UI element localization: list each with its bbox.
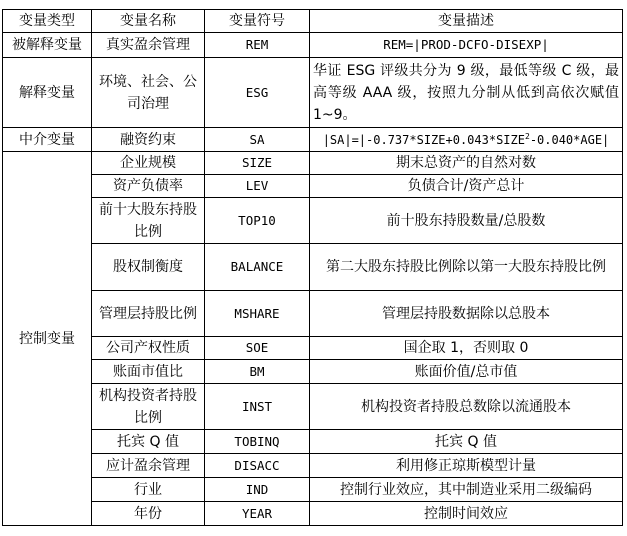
table-row (3, 58, 623, 128)
variable-description-cell: 第二大股东持股比例除以第一大股东持股比例 (310, 244, 623, 291)
variable-description-cell: 期末总资产的自然对数 (310, 152, 623, 175)
variable-description-cell: 前十股东持股数量/总股数 (310, 198, 623, 244)
sa-formula-cell (310, 128, 623, 152)
variable-symbol-cell: ESG (205, 58, 310, 128)
variable-name-cell: 环境、社会、公司治理 (92, 58, 205, 128)
variable-name-cell: 机构投资者持股比例 (92, 384, 205, 430)
variable-name-cell: 应计盈余管理 (92, 454, 205, 478)
header-variable-name: 变量名称 (92, 10, 205, 33)
variable-type-cell: 解释变量 (3, 58, 92, 128)
variable-symbol-cell: SA (205, 128, 310, 152)
variable-name-cell: 年份 (92, 502, 205, 526)
table-row (3, 454, 623, 478)
variable-description-cell: 控制行业效应，其中制造业采用二级编码 (310, 478, 623, 502)
table-row (3, 384, 623, 430)
formula-exponent: 2 (524, 131, 530, 141)
table-row (3, 175, 623, 198)
table-row (3, 360, 623, 384)
variable-name-cell: 托宾 Q 值 (92, 430, 205, 454)
variable-name-cell: 前十大股东持股比例 (92, 198, 205, 244)
variable-symbol-cell: BM (205, 360, 310, 384)
variable-description-cell: 控制时间效应 (310, 502, 623, 526)
variable-symbol-cell: TOBINQ (205, 430, 310, 454)
variable-description-cell: 负债合计/资产总计 (310, 175, 623, 198)
variable-symbol-cell: IND (205, 478, 310, 502)
variable-description-cell: 利用修正琼斯模型计量 (310, 454, 623, 478)
formula-part: |SA|=|-0.737*SIZE+0.043*SIZE (322, 132, 525, 147)
table-row (3, 291, 623, 337)
variable-symbol-cell: BALANCE (205, 244, 310, 291)
variable-description-cell: 托宾 Q 值 (310, 430, 623, 454)
header-variable-description: 变量描述 (310, 10, 623, 33)
variable-name-cell: 融资约束 (92, 128, 205, 152)
variable-symbol-cell: SOE (205, 337, 310, 360)
variable-name-cell: 股权制衡度 (92, 244, 205, 291)
variable-description-cell: 机构投资者持股总数除以流通股本 (310, 384, 623, 430)
variable-description-cell: 华证 ESG 评级共分为 9 级，最低等级 C 级，最高等级 AAA 级，按照九分制从低到高依次赋值 1~9。 (310, 58, 623, 128)
variable-name-cell: 企业规模 (92, 152, 205, 175)
variable-name-cell: 公司产权性质 (92, 337, 205, 360)
table-row (3, 502, 623, 526)
variable-type-cell: 中介变量 (3, 128, 92, 152)
variable-symbol-cell: LEV (205, 175, 310, 198)
formula-part: -0.040*AGE| (529, 132, 610, 147)
table-row (3, 152, 623, 175)
variable-description-cell: REM=|PROD-DCFO-DISEXP| (310, 33, 623, 58)
variable-type-cell: 控制变量 (3, 152, 92, 526)
variable-name-cell: 账面市值比 (92, 360, 205, 384)
variable-description-cell: 账面价值/总市值 (310, 360, 623, 384)
variable-symbol-cell: REM (205, 33, 310, 58)
variable-symbol-cell: TOP10 (205, 198, 310, 244)
variable-description-cell: 国企取 1，否则取 0 (310, 337, 623, 360)
variable-name-cell: 管理层持股比例 (92, 291, 205, 337)
variable-definition-table (2, 9, 623, 526)
table-row (3, 244, 623, 291)
table-row (3, 33, 623, 58)
variable-name-cell: 行业 (92, 478, 205, 502)
table-row (3, 128, 623, 152)
table-header-row (3, 10, 623, 33)
variable-description-cell: 管理层持股数据除以总股本 (310, 291, 623, 337)
variable-symbol-cell: YEAR (205, 502, 310, 526)
variable-symbol-cell: SIZE (205, 152, 310, 175)
table-row (3, 430, 623, 454)
variable-name-cell: 资产负债率 (92, 175, 205, 198)
table-row (3, 198, 623, 244)
table-row (3, 337, 623, 360)
header-variable-symbol: 变量符号 (205, 10, 310, 33)
variable-symbol-cell: INST (205, 384, 310, 430)
variable-name-cell: 真实盈余管理 (92, 33, 205, 58)
header-variable-type: 变量类型 (3, 10, 92, 33)
variable-symbol-cell: DISACC (205, 454, 310, 478)
variable-symbol-cell: MSHARE (205, 291, 310, 337)
variable-type-cell: 被解释变量 (3, 33, 92, 58)
table-row (3, 478, 623, 502)
